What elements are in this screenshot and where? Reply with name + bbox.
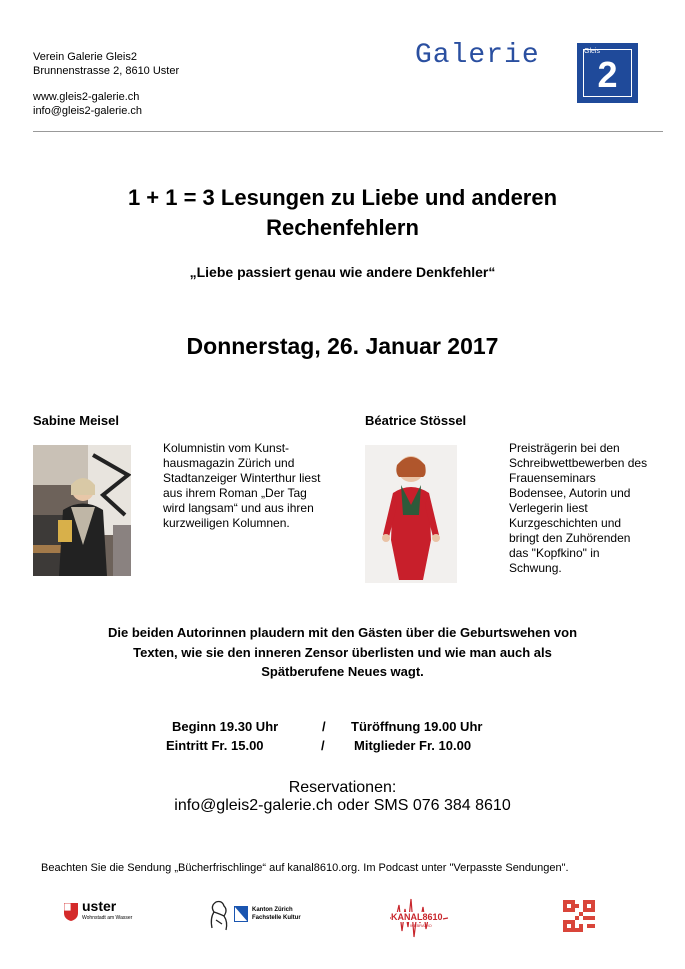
author-1-bio-line: hausmagazin Zürich und — [163, 456, 295, 470]
uster-name: uster — [82, 898, 117, 914]
address-block — [33, 50, 179, 118]
author-2-bio-line: Preisträgerin bei den — [509, 441, 620, 455]
lion-icon — [206, 898, 232, 932]
begin-time: Beginn 19.30 Uhr — [172, 719, 279, 734]
event-title-line2: Rechenfehlern — [266, 215, 419, 240]
author-2-bio-line: Schreibwettbewerben des — [509, 456, 648, 470]
uster-shield-icon — [64, 903, 78, 921]
zurich-shield-icon — [234, 906, 248, 922]
kanal8610-logo — [388, 895, 450, 941]
author-2-bio-line: das "Kopfkino" in — [509, 546, 600, 560]
author-1-bio — [163, 441, 320, 531]
radio-note: Beachten Sie die Sendung „Bücherfrischlinge“ auf kanal8610.org. Im Podcast unter "Verpasste Sendungen". — [41, 862, 569, 874]
uster-logo — [64, 900, 134, 926]
uster-tagline: Wohnstadt am Wasser — [82, 915, 133, 921]
author-2-bio-line: Schwung. — [509, 561, 562, 575]
description-line: Texten, wie sie den inneren Zensor überlisten und wie man auch als — [133, 644, 552, 660]
details-separator: / — [321, 738, 325, 753]
author-1-name: Sabine Meisel — [33, 413, 119, 428]
gleis2-logo — [577, 43, 638, 103]
author-2-bio-line: Kurzgeschichten und — [509, 516, 622, 530]
qr-code[interactable] — [563, 900, 595, 932]
entry-price: Eintritt Fr. 15.00 — [166, 738, 264, 753]
doors-time: Türöffnung 19.00 Uhr — [351, 719, 483, 734]
author-1-bio-line: Kolumnistin vom Kunst- — [163, 441, 290, 455]
org-name: Verein Galerie Gleis2 — [33, 51, 137, 63]
event-title — [40, 183, 645, 243]
author-2-bio-line: Frauenseminars — [509, 471, 596, 485]
author-1-bio-line: aus ihrem Roman „Der Tag — [163, 486, 307, 500]
website-link[interactable]: www.gleis2-galerie.ch — [33, 91, 140, 103]
author-2-bio-line: bringt den Zuhörenden — [509, 531, 631, 545]
galerie-logo-text: Galerie — [415, 40, 540, 71]
description-line: Die beiden Autorinnen plaudern mit den Gästen über die Geburtswehen von — [107, 625, 578, 640]
author-1-bio-line: wird langsam“ und aus ihren — [163, 501, 314, 515]
author-2-photo — [365, 445, 457, 583]
author-1-photo — [33, 445, 131, 576]
details-separator: / — [322, 719, 326, 734]
qr-code-icon — [563, 900, 595, 932]
event-description — [30, 623, 655, 682]
email-link[interactable]: info@gleis2-galerie.ch — [33, 105, 143, 117]
author-2-bio-line: Bodensee, Autorin und — [509, 486, 631, 500]
logo-gleis-label: Gleis — [584, 48, 600, 55]
kanal-name: KANAL8610 — [391, 912, 443, 922]
author-2-name: Béatrice Stössel — [365, 413, 467, 428]
event-date: Donnerstag, 26. Januar 2017 — [186, 333, 499, 359]
event-subtitle: „Liebe passiert genau wie andere Denkfehler“ — [189, 264, 496, 280]
org-address: Brunnenstrasse 2, 8610 Uster — [33, 65, 180, 77]
author-2-bio — [509, 441, 647, 576]
kanal-sub: WEBRADIO — [410, 923, 432, 928]
kanton-line2: Fachstelle Kultur — [252, 915, 301, 921]
author-1-bio-line: Stadtanzeiger Winterthur liest — [163, 471, 321, 485]
member-price: Mitglieder Fr. 10.00 — [354, 738, 472, 753]
reservation-label: Reservationen: — [288, 779, 397, 796]
kanton-line1: Kanton Zürich — [252, 907, 293, 913]
header-divider — [33, 131, 663, 132]
kanton-zuerich-logo — [206, 898, 316, 934]
author-1-bio-line: kurzweiligen Kolumnen. — [163, 516, 290, 530]
logo-number: 2 — [597, 54, 618, 95]
reservation-contact[interactable]: info@gleis2-galerie.ch oder SMS 076 384 8610 — [174, 797, 511, 814]
description-line: Spätberufene Neues wagt. — [261, 664, 424, 679]
author-2-bio-line: Verlegerin liest — [509, 501, 588, 515]
event-title-line1: 1 + 1 = 3 Lesungen zu Liebe und anderen — [127, 185, 558, 210]
